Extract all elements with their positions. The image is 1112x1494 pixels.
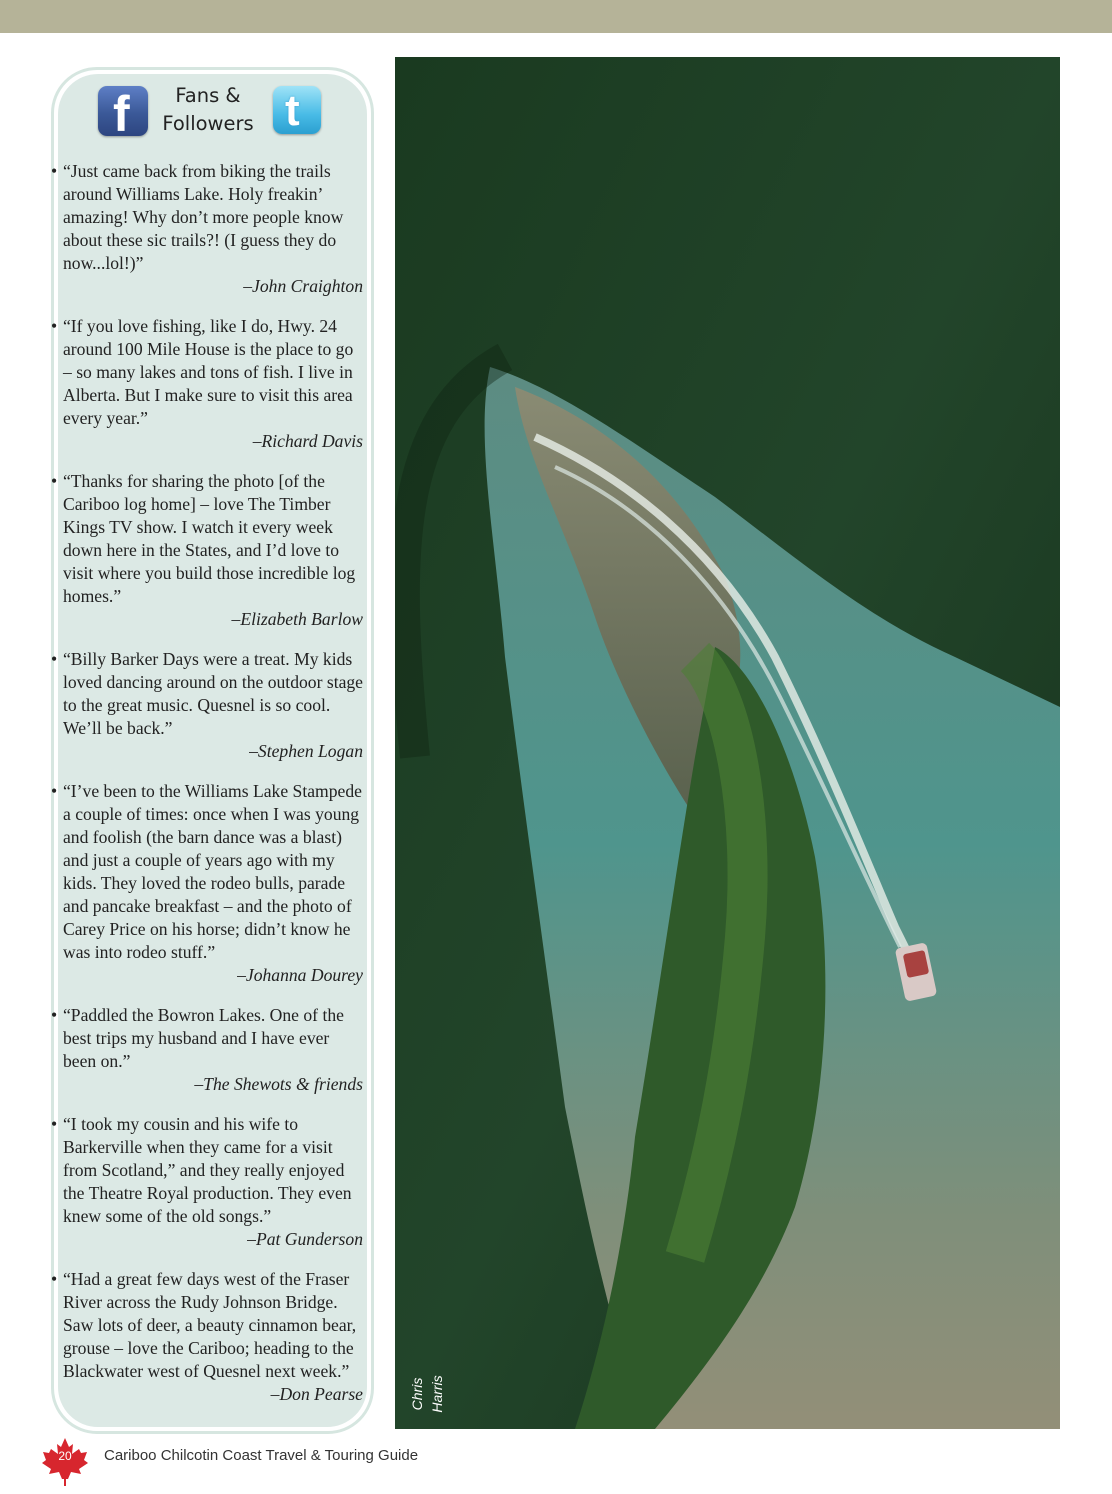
panel-title: Fans & Followers (162, 84, 254, 135)
page-number: 20 (58, 1449, 72, 1463)
quote-author: –Don Pearse (270, 1384, 363, 1404)
quote-list (51, 160, 363, 1423)
quote-item (51, 1004, 363, 1096)
quote-text: • “I’ve been to the Williams Lake Stampede a couple of times: once when I was young and foolish (the barn dance was a blast) and just a couple of years ago with my kids. They loved the rodeo bulls, parade and pancake breakfast – and the photo of Carey Price on his horse; didn’t know he was into rodeo stuff.” (63, 781, 362, 962)
quote-item (51, 648, 363, 763)
top-color-bar (0, 0, 1112, 33)
guide-title: Cariboo Chilcotin Coast Travel & Touring Guide (104, 1447, 419, 1464)
quote-text: • “Paddled the Bowron Lakes. One of the best trips my husband and I have ever been on.” (63, 1005, 344, 1071)
quote-author: –Elizabeth Barlow (231, 609, 363, 629)
quote-text: • “Had a great few days west of the Fraser River across the Rudy Johnson Bridge. Saw lots of deer, a beauty cinnamon bear, grouse – love the Cariboo; heading to the Blackwater west of Quesnel next week.” (63, 1269, 357, 1381)
quote-item (51, 315, 363, 453)
quote-item (51, 160, 363, 298)
quote-item (51, 1268, 363, 1406)
quote-text: • “Just came back from biking the trails around Williams Lake. Holy freakin’ amazing! Why don’t more people know about these sic trails?! (I guess they do now...lol!)” (63, 161, 344, 273)
quote-item (51, 1113, 363, 1251)
quote-author: –Pat Gunderson (247, 1229, 363, 1249)
quote-text: • “If you love fishing, like I do, Hwy. 24 around 100 Mile House is the place to go – so many lakes and tons of fish. I live in Alberta. But I make sure to visit this area every year.” (63, 316, 354, 428)
quote-text: • “Thanks for sharing the photo [of the Cariboo log home] – love The Timber Kings TV show. I watch it every week down here in the States, and I’d love to visit where you build those incredible log homes.” (63, 471, 356, 606)
quote-text: • “Billy Barker Days were a treat. My kids loved dancing around on the outdoor stage to the great music. Quesnel is so cool. We’ll be back.” (63, 649, 363, 738)
quote-author: –Richard Davis (252, 431, 363, 451)
quote-item (51, 780, 363, 987)
twitter-icon: t (273, 86, 321, 134)
quote-author: –Stephen Logan (249, 741, 363, 761)
quote-author: –John Craighton (243, 276, 363, 296)
panel-header (98, 84, 322, 140)
photo-credit: Chris Harris (409, 1375, 445, 1413)
quote-author: –The Shewots & friends (194, 1074, 363, 1094)
quote-item (51, 470, 363, 631)
page-footer (40, 1436, 460, 1486)
aerial-river-photo (395, 57, 1060, 1429)
quote-text: • “I took my cousin and his wife to Barkerville when they came for a visit from Scotland,” and they really enjoyed the Theatre Royal production. They even knew some of the old songs.” (63, 1114, 352, 1226)
quote-author: –Johanna Dourey (237, 965, 363, 985)
facebook-icon: f (98, 86, 148, 136)
